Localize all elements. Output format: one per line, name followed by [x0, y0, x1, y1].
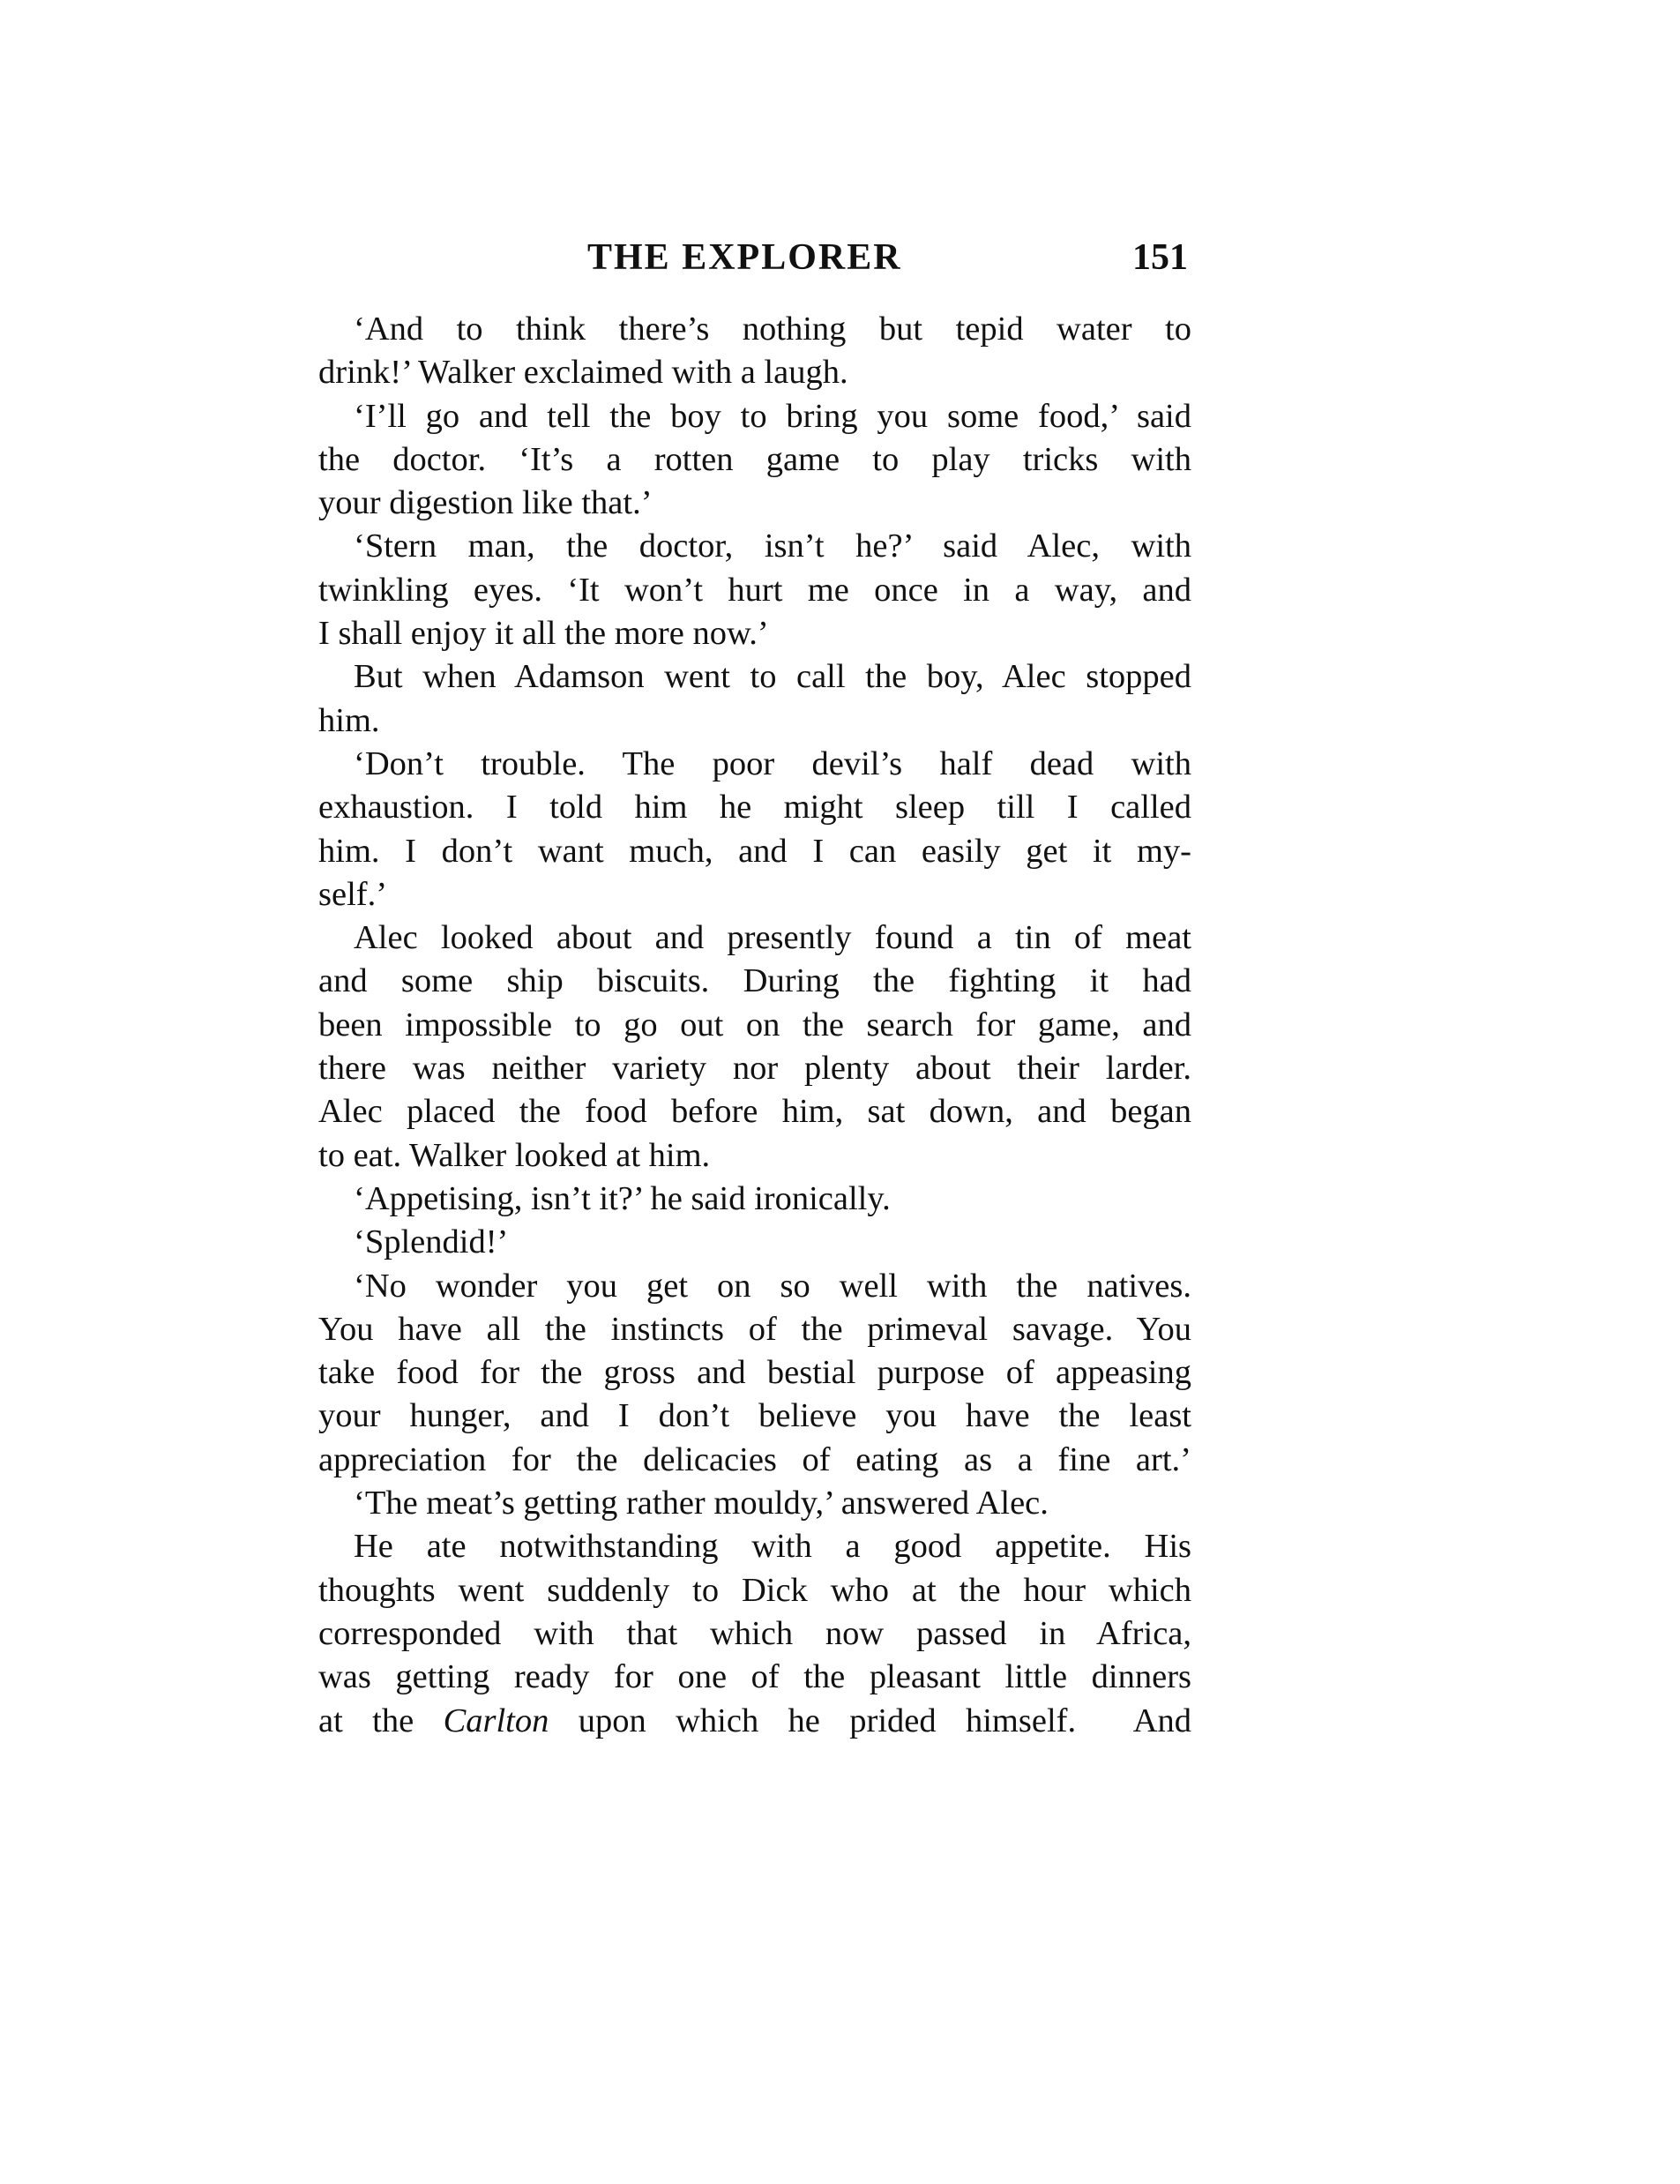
text-line: ‘Splendid!’	[354, 1223, 509, 1261]
text-line: the doctor. ‘It’s a rotten game to play tricks with	[318, 440, 1191, 478]
text-line: You have all the instincts of the primeval savage. You	[318, 1310, 1191, 1348]
text-line: there was neither variety nor plenty about their larder.	[318, 1050, 1191, 1088]
text-segment: upon which he prided himself. And	[549, 1702, 1191, 1739]
text-line: thoughts went suddenly to Dick who at the hour which	[318, 1571, 1191, 1609]
text-line: him.	[318, 701, 380, 739]
text-line: ‘No wonder you get on so well with the natives.	[354, 1267, 1191, 1305]
text-line: appreciation for the delicacies of eating as a fine art.’	[318, 1440, 1191, 1478]
text-line: self.’	[318, 875, 388, 913]
text-line: been impossible to go out on the search for game, and	[318, 1006, 1191, 1043]
text-line: ‘Appetising, isn’t it?’ he said ironically.	[354, 1179, 891, 1217]
running-head-title: THE EXPLORER	[587, 237, 902, 278]
text-line: take food for the gross and bestial purpose of appeasing	[318, 1354, 1191, 1392]
text-line: ‘I’ll go and tell the boy to bring you some food,’ said	[354, 397, 1191, 435]
text-line: to eat. Walker looked at him.	[318, 1136, 711, 1174]
text-line: He ate notwithstanding with a good appetite. His	[354, 1528, 1191, 1566]
text-line: your digestion like that.’	[318, 484, 653, 522]
text-line: and some ship biscuits. During the fighting it had	[318, 962, 1191, 1000]
text-line: corresponded with that which now passed in Africa,	[318, 1614, 1191, 1652]
text-line: ‘Don’t trouble. The poor devil’s half dead with	[354, 744, 1191, 782]
text-line: your hunger, and I don’t believe you have the least	[318, 1397, 1191, 1435]
text-line: I shall enjoy it all the more now.’	[318, 615, 769, 653]
text-line: drink!’ Walker exclaimed with a laugh.	[318, 354, 848, 392]
text-line: was getting ready for one of the pleasant little dinners	[318, 1658, 1191, 1696]
text-line: ‘Stern man, the doctor, isn’t he?’ said Alec, with	[354, 527, 1191, 565]
italic-text: Carlton	[443, 1702, 549, 1739]
body-text	[318, 308, 1191, 1743]
text-line	[318, 1700, 1191, 1743]
text-segment: at the	[318, 1702, 444, 1739]
text-line: twinkling eyes. ‘It won’t hurt me once in a way, and	[318, 571, 1191, 609]
text-line: him. I don’t want much, and I can easily get it my-	[318, 832, 1191, 870]
text-line: ‘And to think there’s nothing but tepid water to	[354, 310, 1191, 348]
text-line: exhaustion. I told him he might sleep till I called	[318, 789, 1191, 826]
text-line: Alec placed the food before him, sat down, and began	[318, 1093, 1191, 1131]
page-number: 151	[1132, 237, 1188, 278]
text-line: But when Adamson went to call the boy, Alec stopped	[354, 658, 1191, 696]
text-line: Alec looked about and presently found a tin of meat	[354, 919, 1191, 957]
text-line: ‘The meat’s getting rather mouldy,’ answered Alec.	[354, 1485, 1049, 1522]
